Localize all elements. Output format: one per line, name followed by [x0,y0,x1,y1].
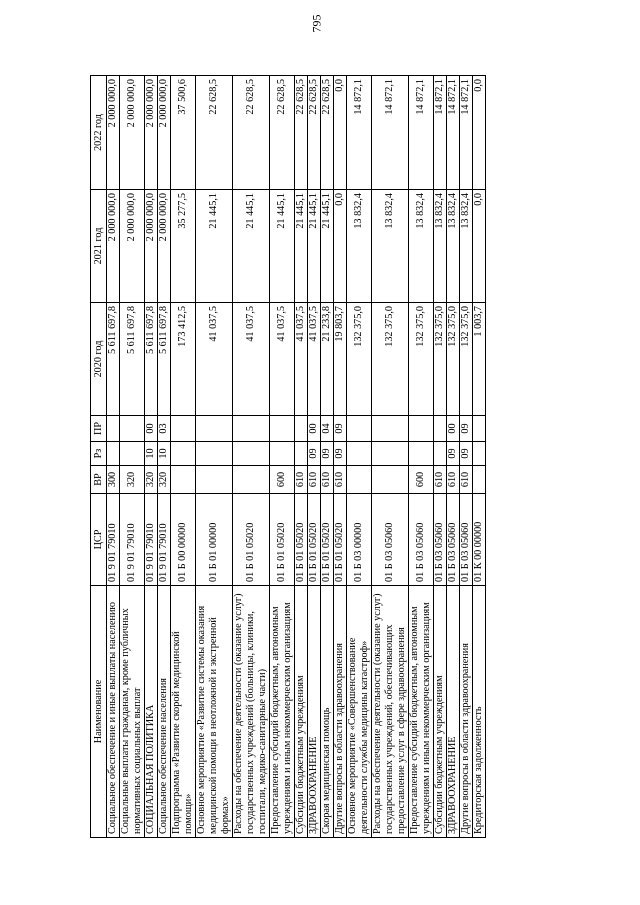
cell-csr: 01 9 01 79010 [158,494,171,586]
cell-name: Субсидии бюджетным учреждениям [295,586,308,838]
table-row [334,76,347,838]
cell-pr [295,416,308,442]
cell-2020: 41 037,5 [295,303,308,416]
cell-name: Другие вопросы в области здравоохранения [334,586,347,838]
cell-vr [233,466,270,494]
cell-csr: 01 9 01 79010 [120,494,145,586]
cell-csr: 01 Б 03 00000 [347,494,372,586]
cell-name: ЗДРАВООХРАНЕНИЕ [447,586,460,838]
cell-name: Другие вопросы в области здравоохранения [460,586,473,838]
cell-vr: 610 [334,466,347,494]
cell-csr: 01 К 00 00000 [473,494,486,586]
cell-rz [120,442,145,466]
cell-pr: 00 [308,416,321,442]
cell-name: Кредиторская задолженность [473,586,486,838]
table-row [434,76,447,838]
budget-table [90,75,486,838]
cell-csr: 01 9 01 79010 [107,494,120,586]
cell-vr: 320 [145,466,158,494]
cell-name: Основное мероприятие «Развитие системы оказания медицинской помощи в неотложной и экстренной формах» [196,586,233,838]
cell-csr: 01 9 01 79010 [145,494,158,586]
cell-rz [107,442,120,466]
cell-2022: 0,0 [473,76,486,190]
cell-2020: 19 803,7 [334,303,347,416]
cell-2020: 132 375,0 [460,303,473,416]
table-row [107,76,120,838]
cell-2020: 132 375,0 [434,303,447,416]
table-row [473,76,486,838]
cell-vr: 610 [460,466,473,494]
cell-vr: 610 [321,466,334,494]
cell-rz [347,442,372,466]
cell-2021: 21 445,1 [270,190,295,303]
cell-2022: 2 000 000,0 [145,76,158,190]
cell-rz: 09 [447,442,460,466]
cell-pr [196,416,233,442]
cell-rz: 10 [158,442,171,466]
cell-2022: 22 628,5 [196,76,233,190]
cell-vr [473,466,486,494]
cell-rz: 09 [334,442,347,466]
cell-2022: 22 628,5 [270,76,295,190]
cell-2021: 21 445,1 [308,190,321,303]
cell-vr [196,466,233,494]
header-name: Наименование [91,586,107,838]
cell-2022: 22 628,5 [321,76,334,190]
cell-csr: 01 Б 03 05060 [460,494,473,586]
cell-2022: 37 500,6 [171,76,196,190]
cell-pr: 00 [145,416,158,442]
table-row [409,76,434,838]
cell-rz [171,442,196,466]
cell-2022: 2 000 000,0 [107,76,120,190]
cell-2021: 21 445,1 [196,190,233,303]
cell-2020: 5 611 697,8 [145,303,158,416]
cell-2020: 41 037,5 [233,303,270,416]
header-csr: ЦСР [91,494,107,586]
cell-2020: 132 375,0 [409,303,434,416]
cell-rz: 09 [321,442,334,466]
cell-2021: 2 000 000,0 [120,190,145,303]
cell-2022: 22 628,5 [308,76,321,190]
cell-rz [434,442,447,466]
cell-csr: 01 Б 01 05020 [295,494,308,586]
cell-csr: 01 Б 01 00000 [196,494,233,586]
cell-2021: 13 832,4 [347,190,372,303]
cell-name: Расходы на обеспечение деятельности (оказание услуг) государственных учреждений, обеспечивающих предоставление услуг в сфере здравоохранения [372,586,409,838]
cell-2021: 13 832,4 [460,190,473,303]
cell-2021: 21 445,1 [321,190,334,303]
cell-2022: 14 872,1 [372,76,409,190]
table-row [308,76,321,838]
cell-2021: 13 832,4 [372,190,409,303]
table-body [107,76,486,838]
cell-vr: 610 [295,466,308,494]
cell-name: Субсидии бюджетным учреждениям [434,586,447,838]
cell-rz [295,442,308,466]
cell-vr: 600 [409,466,434,494]
cell-2020: 41 037,5 [196,303,233,416]
table-row [196,76,233,838]
table-row [372,76,409,838]
cell-name: ЗДРАВООХРАНЕНИЕ [308,586,321,838]
cell-pr [233,416,270,442]
cell-pr: 00 [447,416,460,442]
cell-rz: 09 [308,442,321,466]
cell-pr: 04 [321,416,334,442]
cell-pr [372,416,409,442]
cell-pr [107,416,120,442]
table-row [145,76,158,838]
cell-csr: 01 Б 03 05060 [434,494,447,586]
cell-csr: 01 Б 00 00000 [171,494,196,586]
table-row [158,76,171,838]
cell-2021: 21 445,1 [295,190,308,303]
cell-name: Подпрограмма «Развитие скорой медицинской помощи» [171,586,196,838]
cell-vr: 610 [447,466,460,494]
cell-2022: 14 872,1 [434,76,447,190]
cell-vr: 610 [308,466,321,494]
cell-2020: 1 003,7 [473,303,486,416]
cell-2022: 22 628,5 [295,76,308,190]
cell-csr: 01 Б 03 05060 [372,494,409,586]
cell-name: Предоставление субсидий бюджетным, автономным учреждениям и иным некоммерческим организациям [270,586,295,838]
cell-csr: 01 Б 01 05020 [270,494,295,586]
cell-csr: 01 Б 01 05020 [321,494,334,586]
cell-2021: 2 000 000,0 [145,190,158,303]
cell-rz [233,442,270,466]
cell-csr: 01 Б 03 05060 [447,494,460,586]
cell-rz [473,442,486,466]
table-row [347,76,372,838]
cell-name: СОЦИАЛЬНАЯ ПОЛИТИКА [145,586,158,838]
cell-2022: 2 000 000,0 [158,76,171,190]
cell-pr [473,416,486,442]
cell-csr: 01 Б 01 05020 [334,494,347,586]
cell-2020: 5 611 697,8 [158,303,171,416]
cell-csr: 01 Б 01 05020 [233,494,270,586]
cell-2021: 35 277,5 [171,190,196,303]
cell-csr: 01 Б 01 05020 [308,494,321,586]
cell-2020: 132 375,0 [447,303,460,416]
cell-name: Социальные выплаты гражданам, кроме публичных нормативных социальных выплат [120,586,145,838]
cell-2021: 13 832,4 [434,190,447,303]
header-rz: Рз [91,442,107,466]
cell-2021: 13 832,4 [447,190,460,303]
cell-2022: 0,0 [334,76,347,190]
cell-vr: 320 [120,466,145,494]
cell-2020: 41 037,5 [270,303,295,416]
cell-2020: 5 611 697,8 [107,303,120,416]
cell-pr [347,416,372,442]
cell-name: Расходы на обеспечение деятельности (оказание услуг) государственных учреждений (больницы, клиники, госпитали, медико-санитарные части) [233,586,270,838]
cell-pr [409,416,434,442]
cell-rz: 09 [460,442,473,466]
cell-2020: 173 412,5 [171,303,196,416]
cell-name: Социальное обеспечение населения [158,586,171,838]
cell-pr [120,416,145,442]
table-row [120,76,145,838]
header-vr: ВР [91,466,107,494]
table-row [171,76,196,838]
cell-pr: 09 [460,416,473,442]
cell-pr [270,416,295,442]
cell-csr: 01 Б 03 05060 [409,494,434,586]
cell-2020: 132 375,0 [347,303,372,416]
cell-vr: 600 [270,466,295,494]
header-pr: ПР [91,416,107,442]
table-row [270,76,295,838]
cell-pr: 09 [334,416,347,442]
cell-2021: 21 445,1 [233,190,270,303]
cell-rz [196,442,233,466]
cell-2022: 2 000 000,0 [120,76,145,190]
rotated-page [90,76,610,838]
cell-rz [372,442,409,466]
cell-2022: 14 872,1 [447,76,460,190]
cell-vr: 300 [107,466,120,494]
cell-name: Скорая медицинская помощь [321,586,334,838]
cell-2022: 14 872,1 [460,76,473,190]
cell-2021: 2 000 000,0 [158,190,171,303]
table-row [460,76,473,838]
cell-2022: 22 628,5 [233,76,270,190]
cell-2022: 14 872,1 [409,76,434,190]
cell-2022: 14 872,1 [347,76,372,190]
cell-rz [409,442,434,466]
cell-rz [270,442,295,466]
cell-2021: 0,0 [334,190,347,303]
cell-pr [171,416,196,442]
cell-rz: 10 [145,442,158,466]
cell-name: Предоставление субсидий бюджетным, автономным учреждениям и иным некоммерческим организациям [409,586,434,838]
cell-vr [171,466,196,494]
cell-2021: 0,0 [473,190,486,303]
cell-2021: 13 832,4 [409,190,434,303]
table-row [295,76,308,838]
cell-pr [434,416,447,442]
cell-vr: 610 [434,466,447,494]
cell-vr [372,466,409,494]
page-number: 795 [309,14,324,33]
cell-vr: 320 [158,466,171,494]
cell-2020: 41 037,5 [308,303,321,416]
cell-2020: 21 233,8 [321,303,334,416]
cell-name: Социальное обеспечение и иные выплаты населению [107,586,120,838]
cell-2020: 5 611 697,8 [120,303,145,416]
header-2021: 2021 год [91,190,107,303]
cell-2020: 132 375,0 [372,303,409,416]
table-row [447,76,460,838]
cell-name: Основное мероприятие «Совершенствование деятельности службы медицины катастроф» [347,586,372,838]
cell-pr: 03 [158,416,171,442]
header-2022: 2022 год [91,76,107,190]
table-header-row [91,76,107,838]
table-row [233,76,270,838]
header-2020: 2020 год [91,303,107,416]
cell-vr [347,466,372,494]
table-row [321,76,334,838]
cell-2021: 2 000 000,0 [107,190,120,303]
